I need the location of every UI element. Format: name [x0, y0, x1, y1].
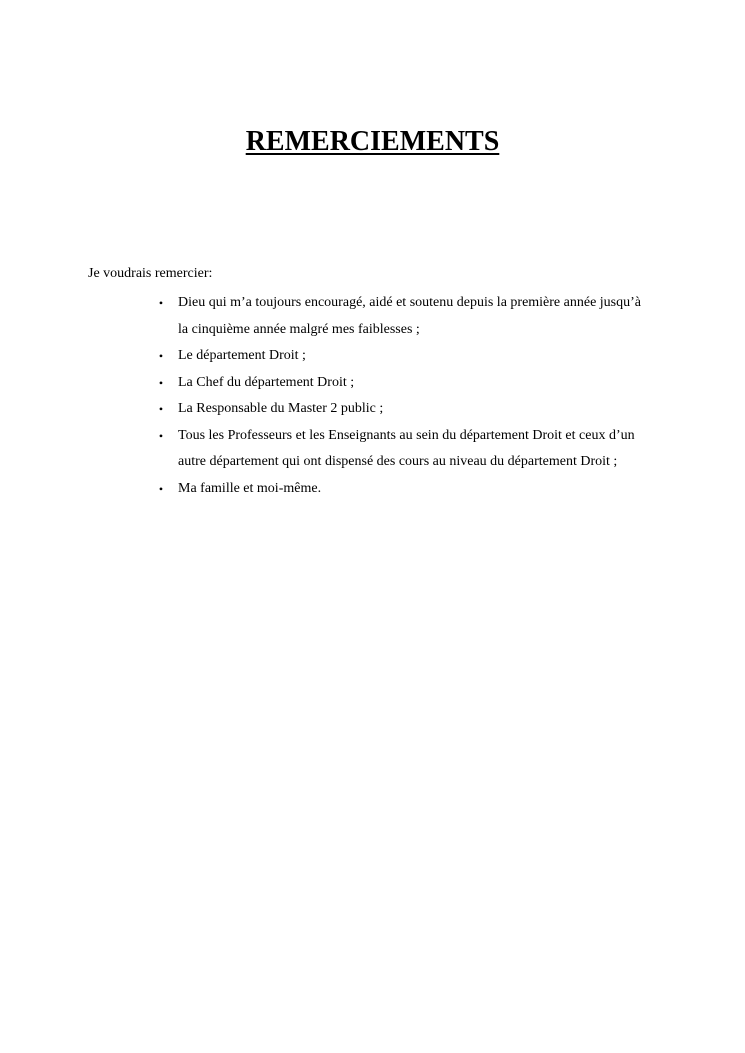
bullet-icon: •	[158, 375, 164, 390]
list-item-text: La Responsable du Master 2 public ;	[178, 401, 384, 416]
bullet-icon: •	[158, 428, 164, 443]
list-item-text: Ma famille et moi-même.	[178, 480, 322, 496]
list-item	[158, 423, 648, 476]
bullet-icon: •	[158, 349, 164, 363]
list-item	[158, 476, 648, 503]
list-item-text: Tous les Professeurs et les Enseignants au sein du département Droit et ceux d’un autre département qui ont dispensé des cours au niveau du département Droit ;	[178, 427, 635, 469]
bullet-icon: •	[158, 481, 164, 496]
list-item	[158, 343, 648, 370]
intro-text: Je voudrais remercier:	[88, 266, 213, 281]
acknowledgement-list	[158, 290, 648, 502]
list-item	[158, 290, 648, 343]
list-item-text: La Chef du département Droit ;	[178, 374, 355, 390]
list-item	[158, 370, 648, 397]
list-item	[158, 396, 648, 423]
page-title: REMERCIEMENTS	[245, 126, 500, 157]
bullet-icon: •	[158, 296, 164, 310]
list-item-text: Le département Droit ;	[178, 348, 306, 363]
list-item-text: Dieu qui m’a toujours encouragé, aidé et soutenu depuis la première année jusqu’à la cinquième année malgré mes faiblesses ;	[178, 295, 642, 337]
bullet-icon: •	[158, 402, 164, 416]
